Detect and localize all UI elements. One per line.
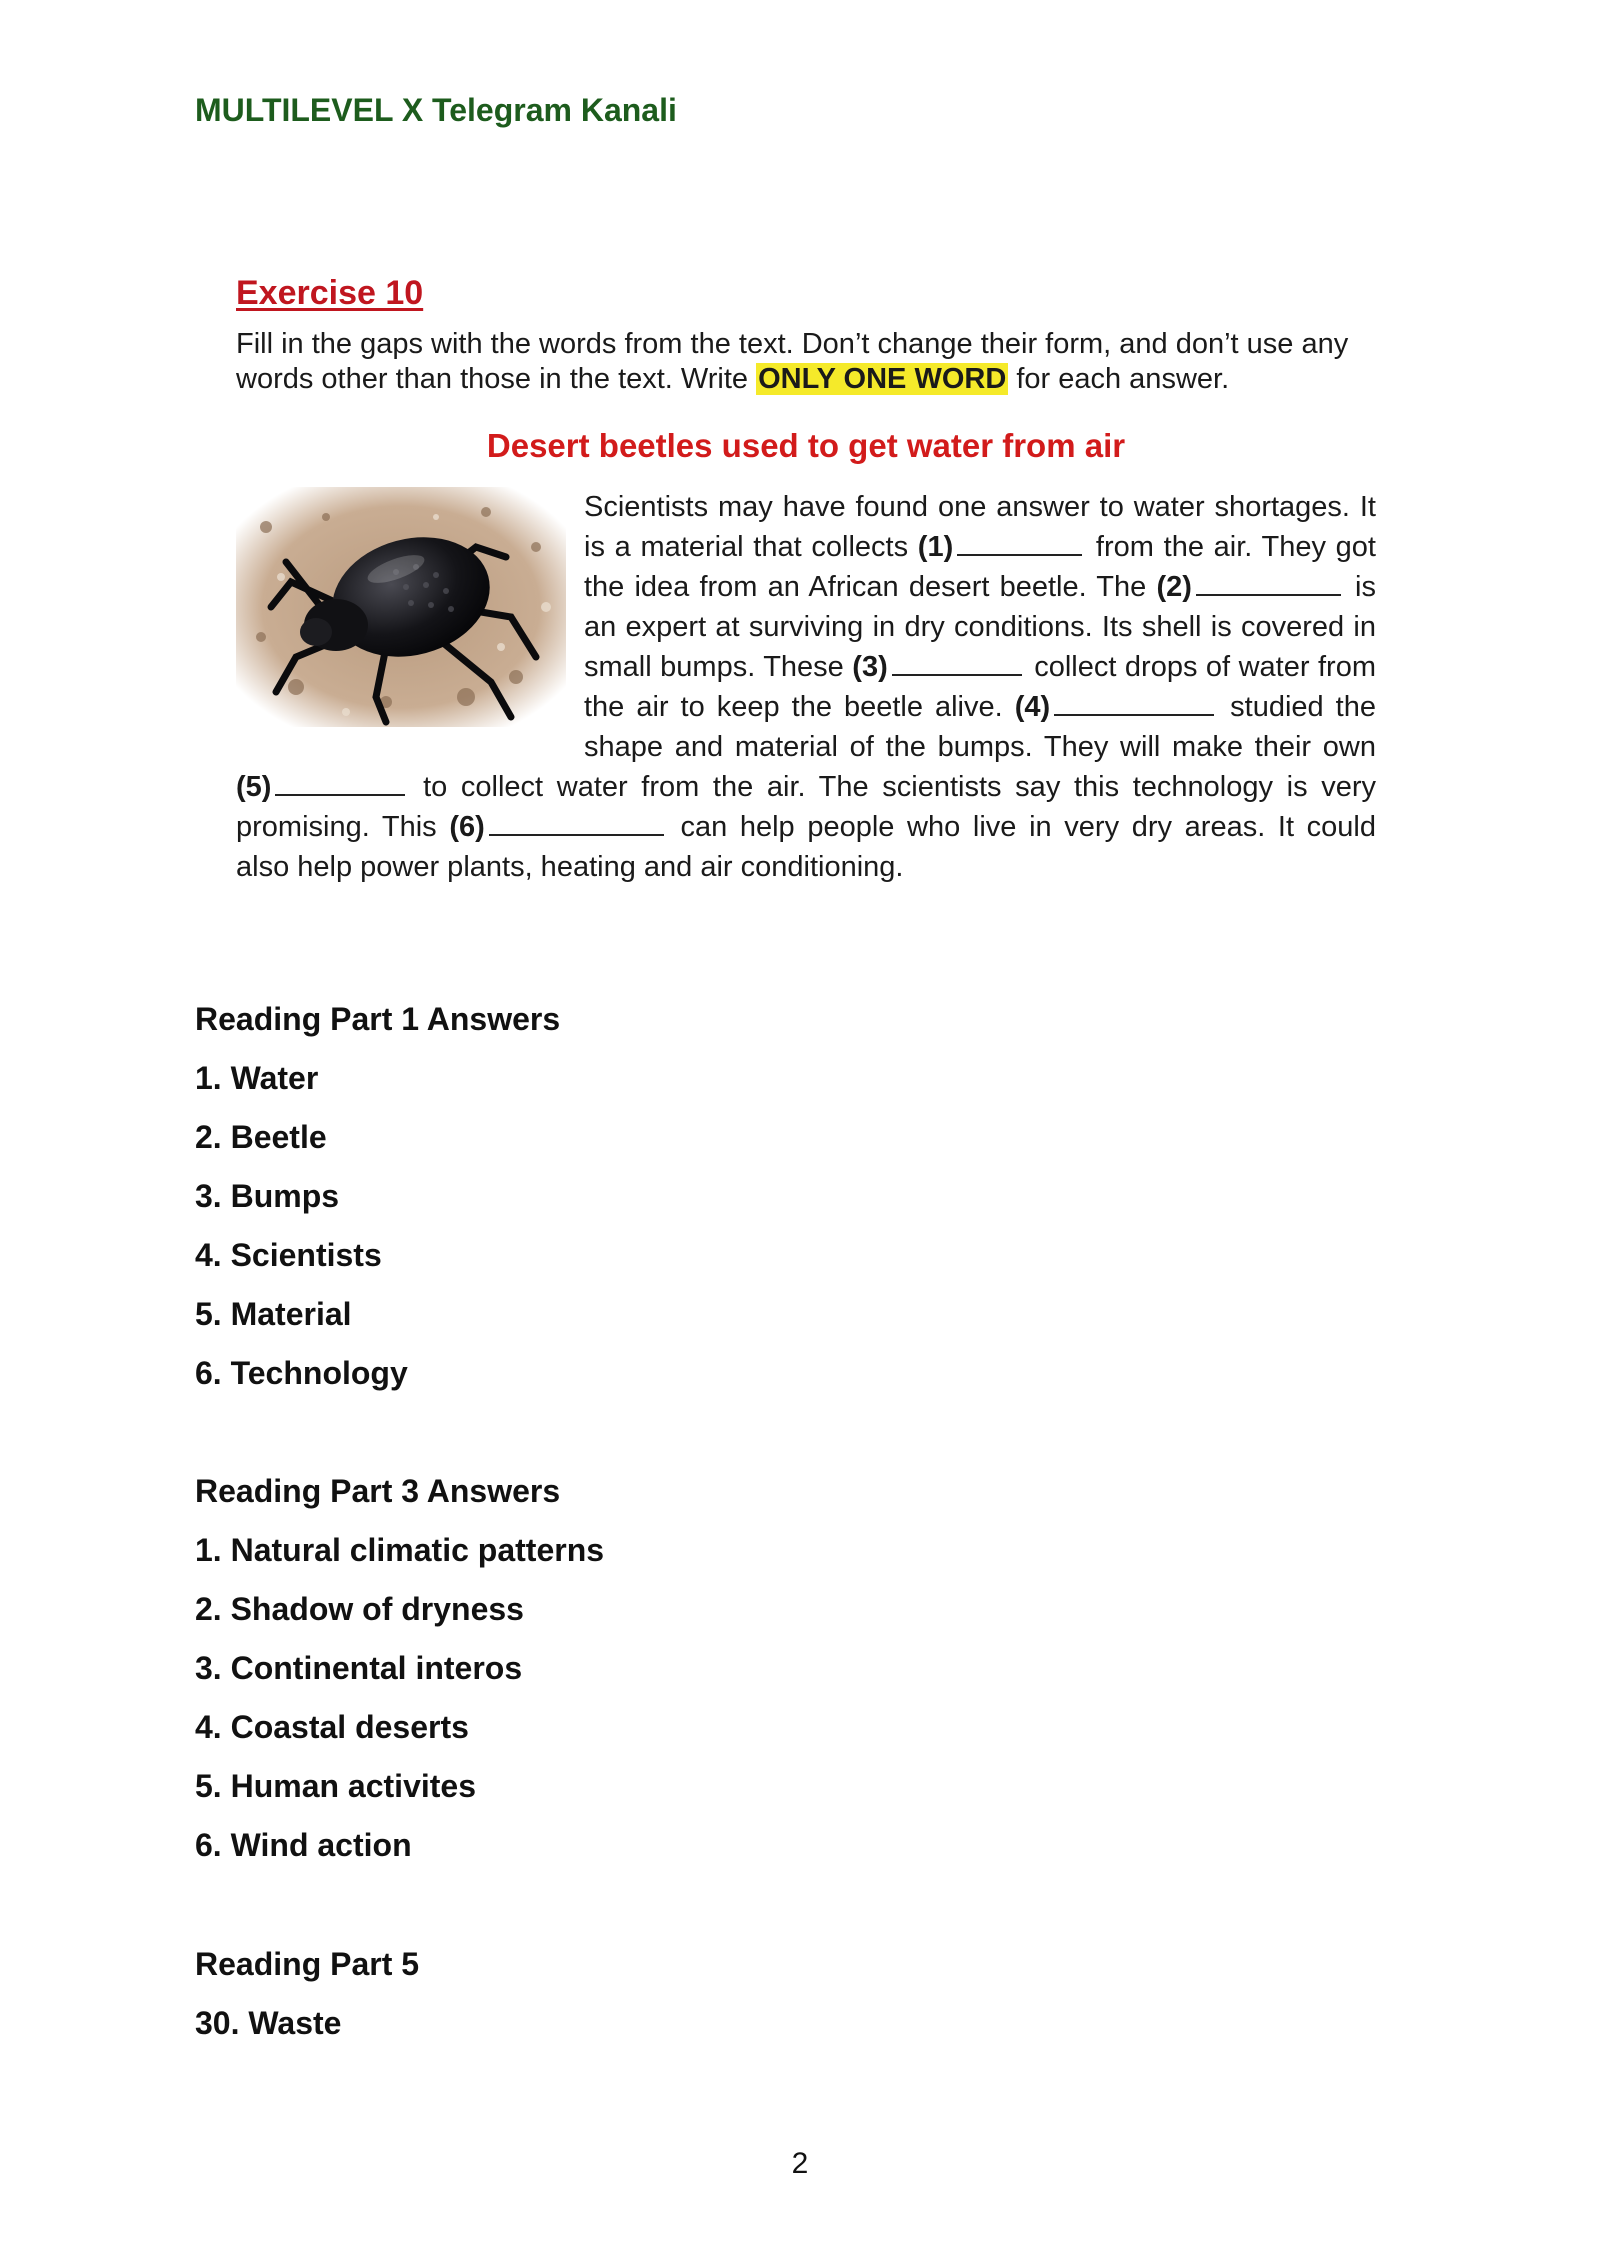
answer-item: 6. Wind action [195, 1827, 412, 1863]
beetle-photo [236, 487, 566, 727]
article-passage [236, 487, 1376, 887]
answer-item: 3. Bumps [195, 1178, 340, 1214]
part1-answers [195, 990, 560, 1403]
answer-item: 2. Shadow of dryness [195, 1591, 524, 1627]
part3-answers [195, 1462, 604, 1875]
answer-gap-1[interactable] [957, 528, 1082, 556]
passage-text: from the air. They got the idea from an African desert beetle. The [584, 531, 1376, 603]
answer-item: 6. Technology [195, 1355, 408, 1391]
passage-text: collect drops of water from the air to keep the beetle alive. [584, 651, 1376, 723]
answer-gap-3[interactable] [892, 648, 1022, 676]
answer-gap-4[interactable] [1054, 688, 1214, 716]
part5-answers [195, 1935, 419, 2053]
answer-item: 4. Scientists [195, 1237, 382, 1273]
answer-item: 1. Natural climatic patterns [195, 1532, 605, 1568]
answer-item: 1. Water [195, 1060, 319, 1096]
answer-item: 5. Human activites [195, 1768, 476, 1804]
passage-text: Scientists may have found one answer to water shortages. It is a material that collects [584, 491, 1376, 563]
passage-text: studied the shape and material of the bumps. They will make their own [584, 691, 1376, 763]
answer-gap-2[interactable] [1196, 568, 1341, 596]
answer-item: 3. Continental interos [195, 1650, 523, 1686]
page-number: 2 [791, 2147, 809, 2180]
gap-number-3: (3) [852, 651, 888, 683]
passage-text: can help people who live in very dry areas. It could also help power plants, heating and air conditioning. [236, 811, 1376, 883]
gap-number-2: (2) [1156, 571, 1192, 603]
passage-text: to collect water from the air. The scientists say this technology is very promising. This [236, 771, 1376, 843]
article-title: Desert beetles used to get water from air [486, 427, 1126, 464]
channel-header: MULTILEVEL X Telegram Kanali [195, 92, 677, 128]
instruction-text-end: for each answer. [1008, 363, 1230, 395]
answer-item: 4. Coastal deserts [195, 1709, 469, 1745]
gap-number-4: (4) [1014, 691, 1051, 723]
exercise-instruction [236, 327, 1376, 397]
answer-item: 2. Beetle [195, 1119, 327, 1155]
answer-gap-5[interactable] [275, 768, 405, 796]
part5-heading: Reading Part 5 [195, 1946, 420, 1982]
part3-heading: Reading Part 3 Answers [195, 1473, 561, 1509]
gap-number-1: (1) [917, 531, 954, 563]
answer-item: 30. Waste [195, 2005, 342, 2041]
answer-gap-6[interactable] [489, 808, 664, 836]
instruction-text: Fill in the gaps with the words from the text. Don’t change their form, and don’t use any words other than those in the text. Write [236, 328, 1349, 395]
gap-number-5: (5) [236, 771, 272, 803]
exercise-title: Exercise 10 [236, 274, 424, 312]
passage-text: is an expert at surviving in dry conditions. Its shell is covered in small bumps. These [584, 571, 1376, 683]
answer-item: 5. Material [195, 1296, 352, 1332]
part1-heading: Reading Part 1 Answers [195, 1001, 561, 1037]
exercise-block [236, 274, 1376, 887]
gap-number-6: (6) [449, 811, 485, 843]
instruction-highlight: ONLY ONE WORD [758, 363, 1007, 395]
